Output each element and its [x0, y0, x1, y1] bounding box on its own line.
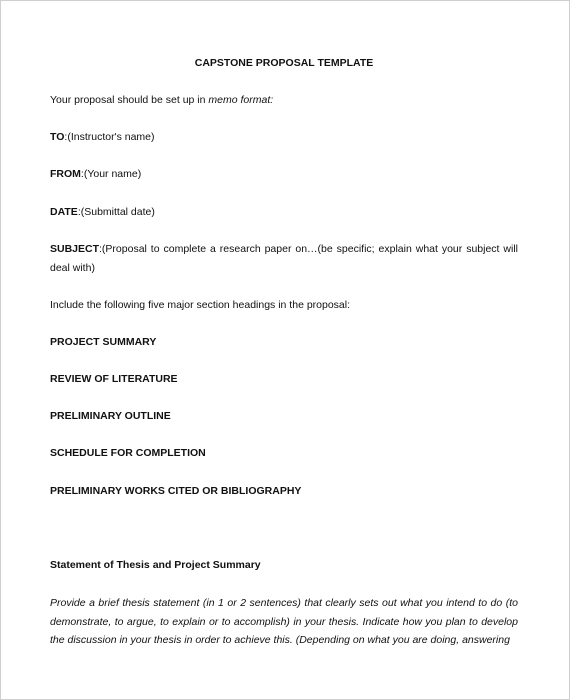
document-title: CAPSTONE PROPOSAL TEMPLATE	[194, 57, 374, 69]
heading-schedule-for-completion: SCHEDULE FOR COMPLETION	[50, 447, 206, 459]
intro-italic-text: memo format:	[208, 94, 274, 106]
memo-to-label: TO	[50, 131, 65, 143]
section-title: Statement of Thesis and Project Summary	[50, 559, 261, 571]
heading-review-of-literature: REVIEW OF LITERATURE	[50, 373, 178, 385]
memo-from-line	[50, 165, 141, 184]
heading-preliminary-outline: PRELIMINARY OUTLINE	[50, 410, 171, 422]
memo-date-line	[50, 203, 155, 222]
memo-to-value: :(Instructor's name)	[64, 131, 155, 143]
intro-text: Your proposal should be set up in	[50, 94, 209, 106]
memo-date-label: DATE	[50, 206, 78, 218]
section-body-paragraph: Provide a brief thesis statement (in 1 or 2 sentences) that clearly sets out what you intend to do (to demonstrate, to argue, to explain or to accomplish) in your thesis. Indicate how you plan to develop the discussion in your thesis in order to achieve this. (Depending on what you are doing, answering	[50, 597, 518, 646]
heading-works-cited: PRELIMINARY WORKS CITED OR BIBLIOGRAPHY	[50, 485, 302, 497]
intro-line	[50, 91, 273, 110]
memo-from-value: :(Your name)	[80, 168, 142, 180]
memo-to-line	[50, 128, 155, 147]
memo-date-value: :(Submittal date)	[77, 206, 155, 218]
heading-project-summary: PROJECT SUMMARY	[50, 336, 157, 348]
memo-subject-value: :(Proposal to complete a research paper on…(be specific; explain what your subject will deal with)	[50, 243, 518, 274]
memo-subject-paragraph	[50, 240, 518, 277]
include-instruction: Include the following five major section headings in the proposal:	[50, 299, 351, 311]
memo-from-label: FROM	[50, 168, 81, 180]
memo-subject-label: SUBJECT	[50, 243, 100, 255]
